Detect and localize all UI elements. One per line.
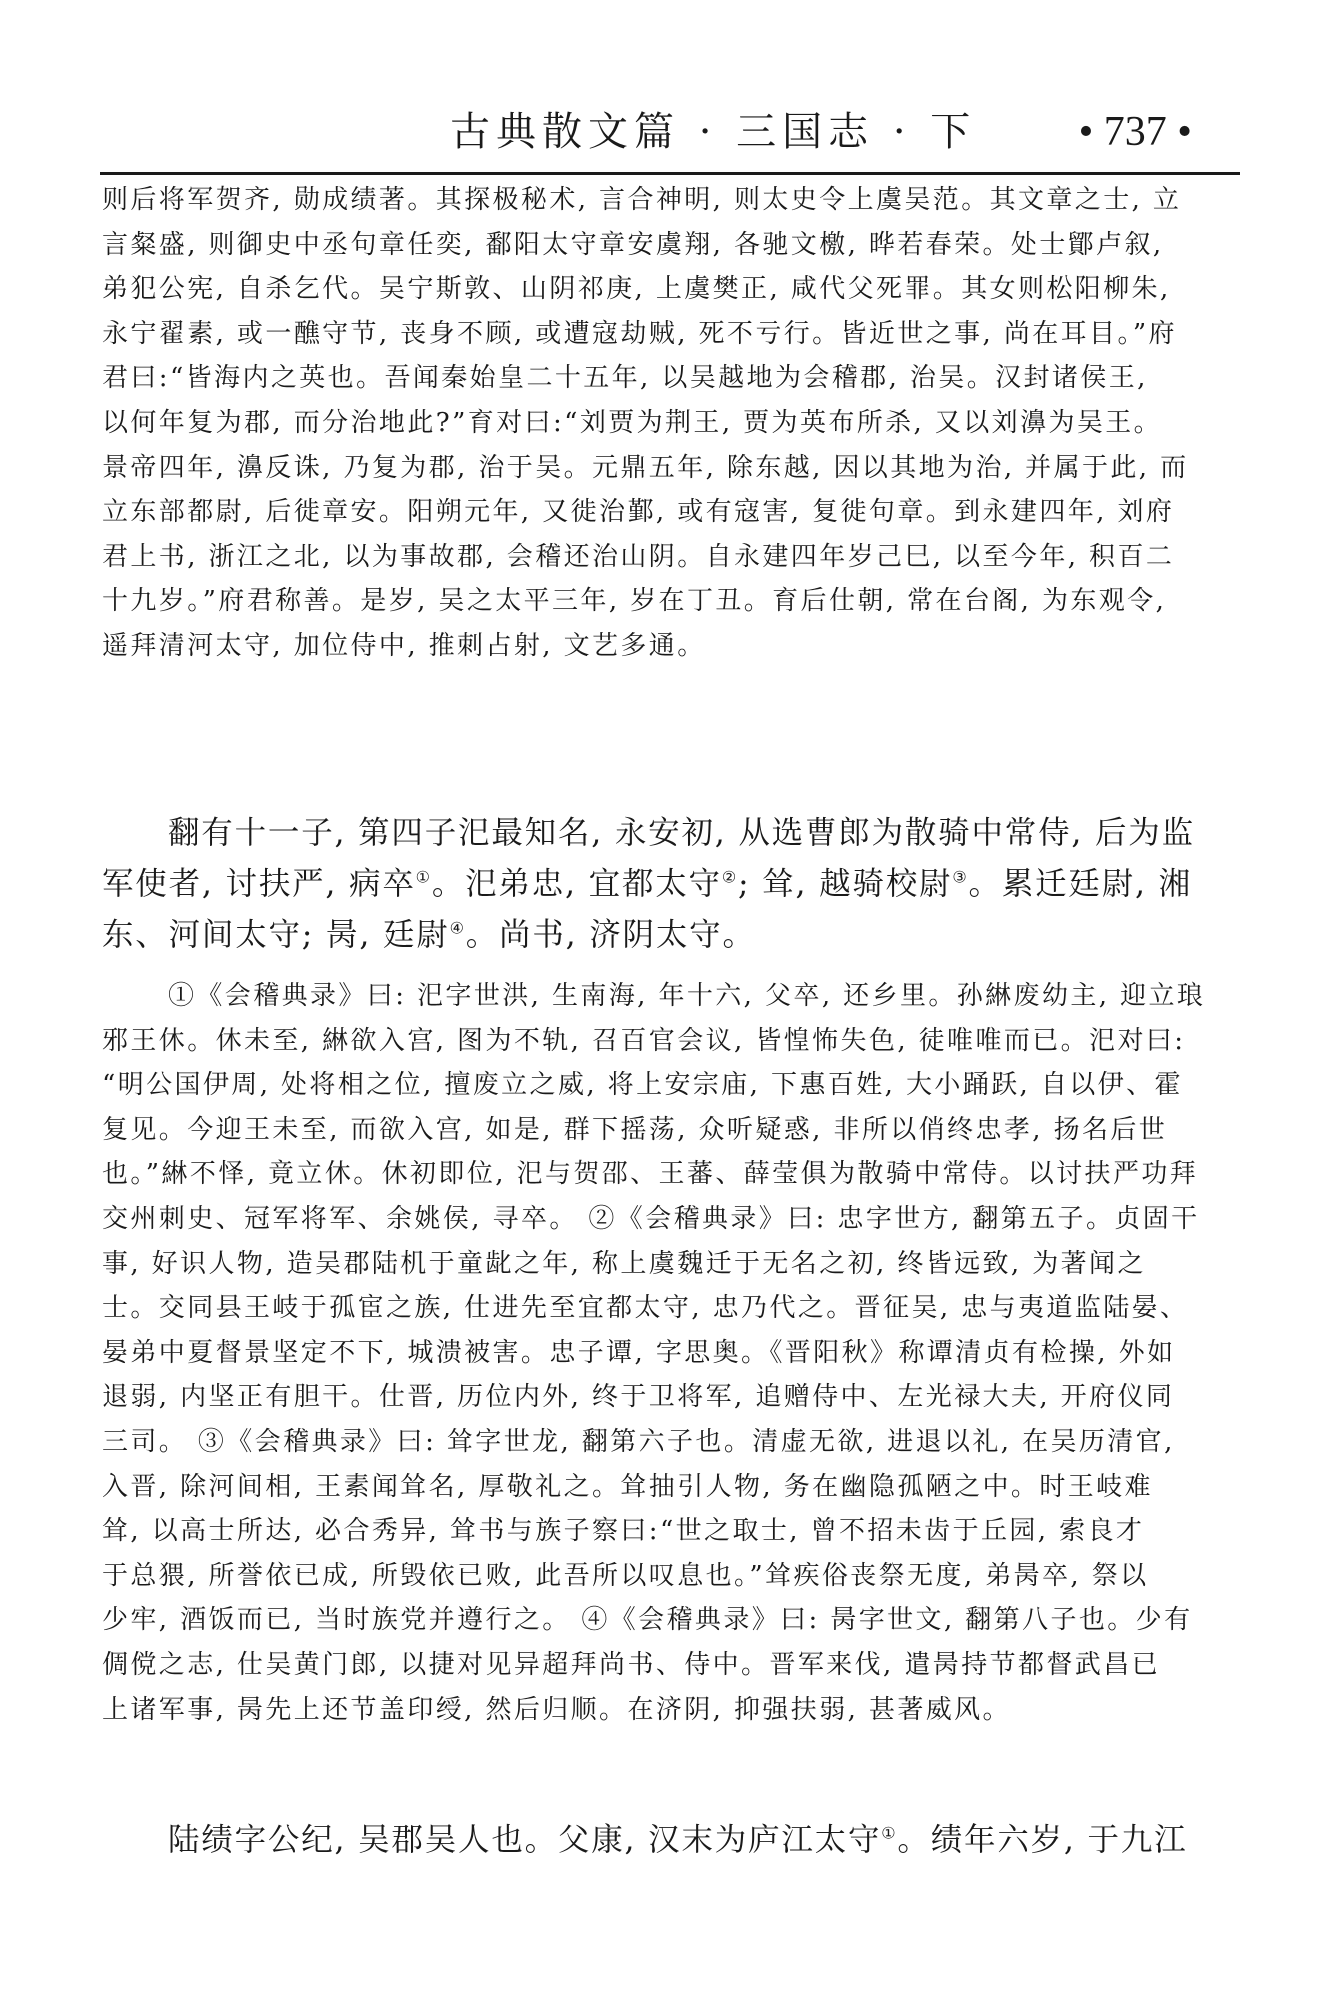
footnote-marker: ③ (952, 867, 969, 887)
note-line: 三司。 ③《会稽典录》曰: 耸字世龙, 翻第六子也。清虚无欲, 进退以礼, 在吴历清官, (102, 1426, 1175, 1457)
note-line: 上诸军事, 昺先上还节盖印绶, 然后归顺。在济阴, 抑强扶弱, 甚著威风。 (102, 1694, 1011, 1725)
note-line: 交州刺史、冠军将军、余姚侯, 寻卒。 ②《会稽典录》曰: 忠字世方, 翻第五子。贞固干 (102, 1203, 1200, 1234)
note-line: 士。交同县王岐于孤宦之族, 仕进先至宜都太守, 忠乃代之。晋征吴, 忠与夷道监陆晏、 (102, 1293, 1189, 1324)
footnote-marker: ④ (449, 918, 466, 938)
text-line: 君上书, 浙江之北, 以为事故郡, 会稽还治山阴。自永建四年岁己巳, 以至今年, 积百二 (102, 541, 1175, 572)
note-line: 复见。今迎王未至, 而欲入宫, 如是, 群下摇荡, 众听疑惑, 非所以俏终忠孝, 扬名后世 (102, 1114, 1168, 1145)
footnote-marker: ① (881, 1823, 898, 1843)
annotation-block (102, 974, 1242, 1732)
note-line: 倜傥之志, 仕吴黄门郎, 以捷对见异超拜尚书、侍中。晋军来伐, 遣昺持节都督武昌已 (102, 1649, 1160, 1680)
note-line: 入晋, 除河间相, 王素闻耸名, 厚敬礼之。耸抽引人物, 务在幽隐孤陋之中。时王岐难 (102, 1471, 1153, 1502)
text-line: 以何年复为郡, 而分治地此?”育对曰:“刘贾为荆王, 贾为英布所杀, 又以刘濞为吴王。 (102, 407, 1163, 438)
footnote-marker: ① (415, 867, 432, 887)
note-line: 晏弟中夏督景坚定不下, 城溃被害。忠子谭, 字思奥。《晋阳秋》称谭清贞有检操, 外如 (102, 1337, 1176, 1368)
text-line: 弟犯公宪, 自杀乞代。吴宁斯敦、山阴祁庚, 上虞樊正, 咸代父死罪。其女则松阳柳朱, (102, 274, 1171, 305)
text-line: 永宁翟素, 或一醮守节, 丧身不顾, 或遭寇劫贼, 死不亏行。皆近世之事, 尚在耳目。”府 (102, 318, 1177, 349)
text-line: 翻有十一子, 第四子汜最知名, 永安初, 从选曹郎为散骑中常侍, 后为监 (168, 815, 1195, 851)
note-line: 于总猥, 所誉依已成, 所毁依已败, 此吾所以叹息也。”耸疾俗丧祭无度, 弟昺卒, 祭以 (102, 1560, 1149, 1591)
text-line: 十九岁。”府君称善。是岁, 吴之太平三年, 岁在丁丑。育后仕朝, 常在台阁, 为东观令, (102, 586, 1167, 617)
note-line: 耸, 以高士所达, 必合秀异, 耸书与族子察曰:“世之取士, 曾不招未齿于丘园, 索良才 (102, 1516, 1145, 1547)
text-line: 立东部都尉, 后徙章安。阳朔元年, 又徙治鄞, 或有寇害, 复徙句章。到永建四年, 刘府 (102, 497, 1175, 528)
text-line: 则后将军贺齐, 勋成绩著。其探极秘术, 言合神明, 则太史令上虞吴范。其文章之士, 立 (102, 185, 1182, 215)
note-line: ①《会稽典录》曰: 汜字世洪, 生南海, 年十六, 父卒, 还乡里。孙綝废幼主, 迎立琅 (168, 981, 1206, 1011)
next-passage (102, 1815, 1242, 1866)
text-line: 君曰:“皆海内之英也。吾闻秦始皇二十五年, 以吴越地为会稽郡, 治吴。汉封诸侯王, (102, 363, 1148, 394)
running-title: 古典散文篇 · 三国志 · 下 (450, 109, 977, 155)
text-line: 军使者, 讨扶严, 病卒①。汜弟忠, 宜都太守②; 耸, 越骑校尉③。累迁廷尉, 湘 (102, 866, 1192, 902)
passage-continued (102, 178, 1242, 669)
text-line: 言粲盛, 则御史中丞句章任奕, 鄱阳太守章安虞翔, 各驰文檄, 晔若春荣。处士鄮卢叙, (102, 229, 1164, 260)
page-number: • 737 • (1078, 109, 1192, 155)
footnote-marker: ② (721, 867, 738, 887)
note-line: 少牢, 酒饭而已, 当时族党并遵行之。 ④《会稽典录》曰: 昺字世文, 翻第八子也。少有 (102, 1605, 1193, 1636)
main-passage (102, 808, 1242, 961)
note-line: 事, 好识人物, 造吴郡陆机于童龀之年, 称上虞魏迁于无名之初, 终皆远致, 为著闻之 (102, 1248, 1146, 1279)
text-line: 遥拜清河太守, 加位侍中, 推刺占射, 文艺多通。 (102, 630, 706, 661)
note-line: “明公国伊周, 处将相之位, 擅废立之威, 将上安宗庙, 下惠百姓, 大小踊跃, 自以伊、霍 (102, 1070, 1183, 1101)
note-line: 邪王休。休未至, 綝欲入宫, 图为不轨, 召百官会议, 皆惶怖失色, 徒唯唯而已。汜对曰: (102, 1025, 1186, 1056)
text-line: 陆绩字公纪, 吴郡吴人也。父康, 汉末为庐江太守①。绩年六岁, 于九江 (168, 1822, 1188, 1858)
text-line: 景帝四年, 濞反诛, 乃复为郡, 治于吴。元鼎五年, 除东越, 因以其地为治, 并属于此, 而 (102, 452, 1189, 483)
text-line: 东、河间太守; 昺, 廷尉④。尚书, 济阴太守。 (102, 917, 756, 953)
note-line: 也。”綝不怿, 竟立休。休初即位, 汜与贺邵、王蕃、薛莹俱为散骑中常侍。以讨扶严功拜 (102, 1159, 1199, 1190)
note-line: 退弱, 内坚正有胆干。仕晋, 历位内外, 终于卫将军, 追赠侍中、左光禄大夫, 开府仪同 (102, 1382, 1175, 1413)
page-header (100, 102, 1240, 175)
